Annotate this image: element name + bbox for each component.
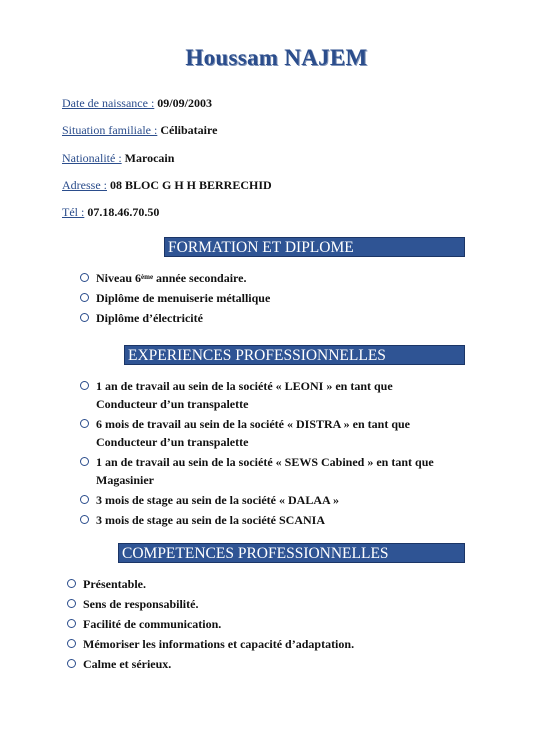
list-item bbox=[67, 595, 517, 613]
item-text: année secondaire. bbox=[153, 271, 247, 285]
info-value: 07.18.46.70.50 bbox=[87, 205, 160, 219]
circle-bullet-icon bbox=[80, 495, 89, 504]
info-label: Tél : bbox=[62, 205, 85, 219]
list-item bbox=[67, 615, 517, 633]
circle-bullet-icon bbox=[80, 273, 89, 282]
list-item bbox=[80, 309, 520, 327]
item-text: 6 mois de travail au sein de la société « DISTRA » en tant que bbox=[96, 417, 411, 431]
item-text: Mémoriser les informations et capacité d’adaptation. bbox=[83, 637, 355, 651]
formation-list bbox=[80, 269, 520, 329]
item-text-continued: Conducteur d’un transpalette bbox=[96, 397, 249, 411]
item-text: Sens de responsabilité. bbox=[83, 597, 199, 611]
list-item bbox=[80, 415, 530, 451]
info-birthdate bbox=[62, 96, 212, 111]
circle-bullet-icon bbox=[80, 457, 89, 466]
circle-bullet-icon bbox=[67, 659, 76, 668]
list-item bbox=[80, 491, 530, 509]
list-item bbox=[67, 575, 517, 593]
item-text-continued: Magasinier bbox=[96, 473, 154, 487]
circle-bullet-icon bbox=[67, 579, 76, 588]
item-text-continued: Conducteur d’un transpalette bbox=[96, 435, 249, 449]
info-phone bbox=[62, 205, 159, 220]
circle-bullet-icon bbox=[80, 293, 89, 302]
list-item bbox=[80, 289, 520, 307]
list-item bbox=[67, 655, 517, 673]
experiences-list bbox=[80, 377, 530, 531]
list-item bbox=[80, 453, 530, 489]
competences-list bbox=[67, 575, 517, 675]
circle-bullet-icon bbox=[67, 619, 76, 628]
item-text: 3 mois de stage au sein de la société SCANIA bbox=[96, 513, 325, 527]
info-value: Célibataire bbox=[160, 123, 218, 137]
item-text: Niveau 6 bbox=[96, 271, 141, 285]
circle-bullet-icon bbox=[80, 381, 89, 390]
item-text: 1 an de travail au sein de la société « SEWS Cabined » en tant que bbox=[96, 455, 434, 469]
item-text: Présentable. bbox=[83, 577, 146, 591]
info-label: Date de naissance : bbox=[62, 96, 155, 110]
item-text: Diplôme de menuiserie métallique bbox=[96, 291, 271, 305]
info-nationality bbox=[62, 151, 174, 166]
circle-bullet-icon bbox=[67, 639, 76, 648]
circle-bullet-icon bbox=[80, 313, 89, 322]
info-label: Situation familiale : bbox=[62, 123, 158, 137]
item-text: Facilité de communication. bbox=[83, 617, 222, 631]
circle-bullet-icon bbox=[80, 515, 89, 524]
section-title-experiences: EXPERIENCES PROFESSIONNELLES bbox=[124, 345, 465, 365]
list-item bbox=[80, 269, 520, 287]
item-superscript: ème bbox=[141, 273, 154, 281]
info-value: 09/09/2003 bbox=[157, 96, 212, 110]
info-label: Adresse : bbox=[62, 178, 107, 192]
circle-bullet-icon bbox=[67, 599, 76, 608]
circle-bullet-icon bbox=[80, 419, 89, 428]
list-item bbox=[80, 511, 530, 529]
item-text: Diplôme d’électricité bbox=[96, 311, 203, 325]
list-item bbox=[67, 635, 517, 653]
item-text: 1 an de travail au sein de la société « LEONI » en tant que bbox=[96, 379, 393, 393]
list-item bbox=[80, 377, 530, 413]
info-value: Marocain bbox=[124, 151, 175, 165]
info-marital-status bbox=[62, 123, 217, 138]
info-label: Nationalité : bbox=[62, 151, 122, 165]
item-text: 3 mois de stage au sein de la société « DALAA » bbox=[96, 493, 339, 507]
item-text: Calme et sérieux. bbox=[83, 657, 172, 671]
section-title-competences: COMPETENCES PROFESSIONNELLES bbox=[118, 543, 465, 563]
info-address bbox=[62, 178, 272, 193]
section-title-formation: FORMATION ET DIPLOME bbox=[164, 237, 465, 257]
candidate-name: Houssam NAJEM bbox=[185, 45, 368, 70]
info-value: 08 BLOC G H H BERRECHID bbox=[110, 178, 272, 192]
